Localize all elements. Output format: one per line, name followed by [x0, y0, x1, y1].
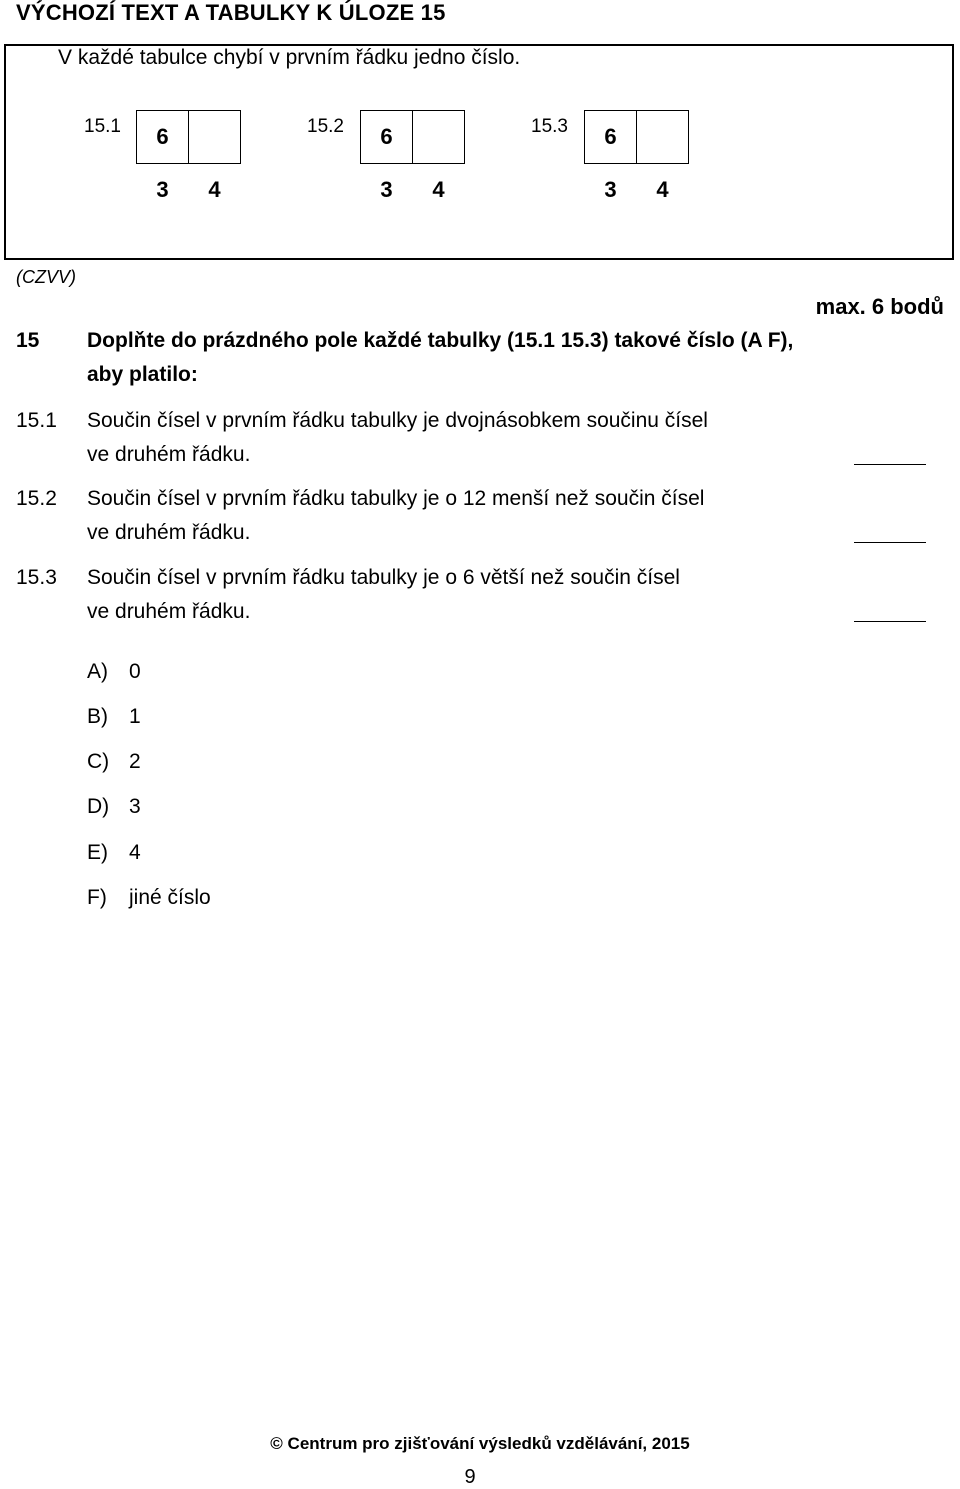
subtask-text-15-1-cont: ve druhém řádku. — [87, 443, 251, 466]
empty-cell — [189, 111, 241, 164]
subtask-text-15-3-cont: ve druhém řádku. — [87, 600, 251, 623]
option-text-c: 2 — [129, 750, 141, 773]
table-cell: 6 — [361, 111, 413, 164]
page-number: 9 — [464, 1466, 476, 1488]
table-label-15-1: 15.1 — [84, 116, 121, 137]
table-15-1 — [136, 110, 241, 216]
option-letter-b: B) — [87, 705, 108, 728]
subtask-number-15-2: 15.2 — [16, 487, 57, 510]
intro-text: V každé tabulce chybí v prvním řádku jedno číslo. — [58, 46, 521, 69]
option-text-b: 1 — [129, 705, 141, 728]
table-cell: 4 — [208, 177, 221, 202]
subtask-text-15-3: Součin čísel v prvním řádku tabulky je o 6 větší než součin čísel — [87, 566, 680, 589]
subtask-number-15-3: 15.3 — [16, 566, 57, 589]
table-cell: 4 — [656, 177, 669, 202]
answer-blank-15-1[interactable] — [854, 464, 926, 465]
table-cell: 3 — [604, 177, 617, 202]
table-15-3 — [584, 110, 689, 216]
option-letter-c: C) — [87, 750, 110, 773]
table-15-2 — [360, 110, 465, 216]
option-text-e: 4 — [129, 841, 141, 864]
table-label-15-2: 15.2 — [307, 116, 344, 137]
footer-copyright: © Centrum pro zjišťování výsledků vzdělávání, 2015 — [270, 1434, 690, 1453]
empty-cell — [413, 111, 465, 164]
option-letter-f: F) — [87, 886, 107, 909]
empty-cell — [637, 111, 689, 164]
option-text-f: jiné číslo — [129, 886, 211, 909]
option-text-a: 0 — [129, 660, 141, 683]
option-letter-e: E) — [87, 841, 108, 864]
table-cell: 6 — [585, 111, 637, 164]
option-letter-a: A) — [87, 660, 108, 683]
task-number: 15 — [16, 329, 40, 352]
task-instruction-line1: Doplňte do prázdného pole každé tabulky (15.1 15.3) takové číslo (A F), — [87, 329, 794, 352]
table-cell: 6 — [137, 111, 189, 164]
subtask-number-15-1: 15.1 — [16, 409, 57, 432]
table-cell: 3 — [380, 177, 393, 202]
table-label-15-3: 15.3 — [531, 116, 568, 137]
subtask-text-15-2-cont: ve druhém řádku. — [87, 521, 251, 544]
source-note: (CZVV) — [16, 267, 76, 287]
option-letter-d: D) — [87, 795, 110, 818]
option-text-d: 3 — [129, 795, 141, 818]
answer-blank-15-2[interactable] — [854, 542, 926, 543]
table-cell: 4 — [432, 177, 445, 202]
section-heading: VÝCHOZÍ TEXT A TABULKY K ÚLOZE 15 — [16, 0, 446, 25]
answer-blank-15-3[interactable] — [854, 621, 926, 622]
task-instruction-line2: aby platilo: — [87, 363, 198, 386]
max-points: max. 6 bodů — [815, 294, 944, 319]
subtask-text-15-1: Součin čísel v prvním řádku tabulky je dvojnásobkem součinu čísel — [87, 409, 708, 432]
subtask-text-15-2: Součin čísel v prvním řádku tabulky je o 12 menší než součin čísel — [87, 487, 705, 510]
table-cell: 3 — [156, 177, 169, 202]
